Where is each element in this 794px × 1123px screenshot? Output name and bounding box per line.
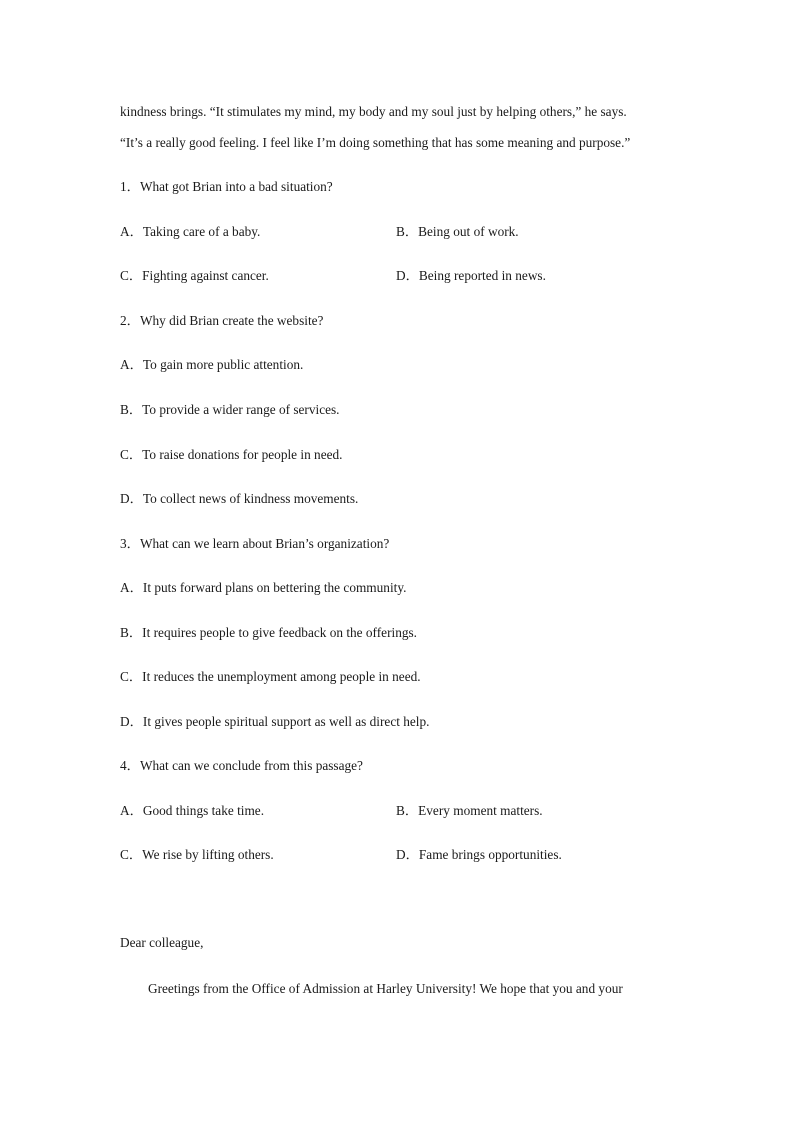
question-2-option-b: B．To provide a wider range of services.: [120, 402, 340, 417]
question-4-option-a: A．Good things take time.: [120, 803, 265, 818]
question-1-option-b: B．Being out of work.: [396, 224, 519, 239]
question-2-option-a: A．To gain more public attention.: [120, 357, 304, 372]
question-4-stem: 4．What can we conclude from this passage?: [120, 758, 363, 773]
question-1-option-d: D．Being reported in news.: [396, 268, 546, 283]
question-4-option-d: D．Fame brings opportunities.: [396, 847, 562, 862]
question-4-option-b: B．Every moment matters.: [396, 803, 543, 818]
question-3-option-a: A．It puts forward plans on bettering the community.: [120, 580, 407, 595]
question-3-option-c: C．It reduces the unemployment among people in need.: [120, 669, 421, 684]
question-3-option-b: B．It requires people to give feedback on the offerings.: [120, 625, 417, 640]
letter-line-1: Greetings from the Office of Admission at Harley University! We hope that you and your: [148, 981, 623, 996]
question-2-stem: 2．Why did Brian create the website?: [120, 313, 324, 328]
question-4-option-c: C．We rise by lifting others.: [120, 847, 274, 862]
passage-line-1: kindness brings. “It stimulates my mind, my body and my soul just by helping others,” he says.: [120, 104, 627, 119]
passage-line-2: “It’s a really good feeling. I feel like I’m doing something that has some meaning and purpose.”: [120, 135, 631, 150]
question-3-stem: 3．What can we learn about Brian’s organization?: [120, 536, 390, 551]
question-2-option-d: D．To collect news of kindness movements.: [120, 491, 359, 506]
question-3-option-d: D．It gives people spiritual support as well as direct help.: [120, 714, 430, 729]
letter-salutation: Dear colleague,: [120, 935, 204, 950]
question-1-option-c: C．Fighting against cancer.: [120, 268, 269, 283]
question-2-option-c: C．To raise donations for people in need.: [120, 447, 343, 462]
question-1-stem: 1．What got Brian into a bad situation?: [120, 179, 333, 194]
question-1-option-a: A．Taking care of a baby.: [120, 224, 261, 239]
